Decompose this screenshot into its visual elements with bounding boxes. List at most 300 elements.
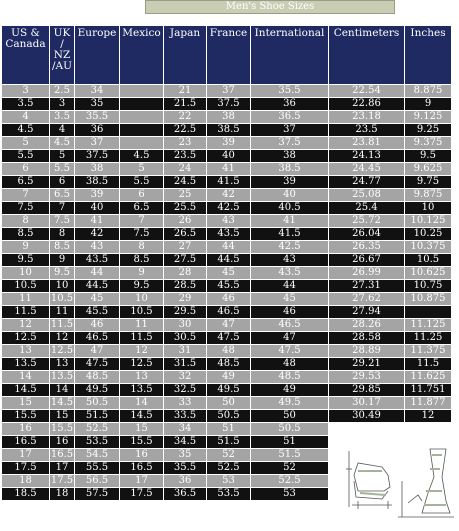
table-cell: 21.5 — [164, 98, 206, 110]
table-cell: 9.375 — [405, 137, 451, 149]
table-cell: 36 — [251, 98, 328, 110]
table-cell: 35.5 — [164, 462, 206, 474]
table-cell: 10.5 — [405, 254, 451, 266]
table-cell: 13 — [2, 345, 49, 357]
table-row — [2, 150, 451, 162]
table-cell: 11.5 — [120, 332, 163, 344]
table-cell: 14.5 — [120, 410, 163, 422]
table-row — [2, 85, 451, 97]
table-cell: 30 — [164, 319, 206, 331]
table-cell: 32.5 — [164, 384, 206, 396]
table-cell: 10 — [120, 293, 163, 305]
table-cell: 30.17 — [329, 397, 404, 409]
table-cell: 42 — [207, 189, 250, 201]
table-cell: 49.5 — [251, 397, 328, 409]
column-header-line: Mexico — [122, 27, 161, 39]
table-cell: 29.85 — [329, 384, 404, 396]
table-row — [2, 423, 451, 435]
table-cell: 5.5 — [2, 150, 49, 162]
table-cell: 5.5 — [50, 163, 74, 175]
table-cell: 51 — [207, 423, 250, 435]
table-cell: 6 — [120, 189, 163, 201]
table-cell: 52 — [207, 449, 250, 461]
table-cell: 9.125 — [405, 111, 451, 123]
column-header-1 — [2, 26, 49, 84]
table-cell: 10.125 — [405, 215, 451, 227]
table-cell: 38.5 — [207, 124, 250, 136]
column-header-4 — [120, 26, 163, 84]
table-cell: 46 — [75, 319, 119, 331]
table-cell: 36.5 — [251, 111, 328, 123]
table-cell: 6.5 — [120, 202, 163, 214]
table-cell: 27.31 — [329, 280, 404, 292]
table-cell: 23.18 — [329, 111, 404, 123]
table-cell — [120, 98, 163, 110]
table-cell: 40 — [251, 189, 328, 201]
table-cell: 46.5 — [207, 306, 250, 318]
table-cell — [120, 137, 163, 149]
table-cell: 46.5 — [251, 319, 328, 331]
column-header-7 — [251, 26, 328, 84]
table-cell: 45.5 — [207, 280, 250, 292]
column-header-line: / — [60, 38, 64, 50]
table-cell: 24.77 — [329, 176, 404, 188]
table-cell: 52.5 — [207, 462, 250, 474]
table-cell: 40.5 — [251, 202, 328, 214]
table-cell: 41.5 — [251, 228, 328, 240]
table-cell: 40 — [75, 202, 119, 214]
table-cell: 10.25 — [405, 228, 451, 240]
table-cell: 51.5 — [207, 436, 250, 448]
table-cell: 12.5 — [2, 332, 49, 344]
table-row — [2, 111, 451, 123]
table-cell: 47.5 — [207, 332, 250, 344]
table-cell: 3.5 — [50, 111, 74, 123]
table-cell: 23 — [164, 137, 206, 149]
table-cell: 7.5 — [50, 215, 74, 227]
table-cell: 40 — [207, 150, 250, 162]
table-row — [2, 163, 451, 175]
table-cell: 6 — [50, 176, 74, 188]
table-row — [2, 280, 451, 292]
table-cell: 6.5 — [2, 176, 49, 188]
table-row — [2, 371, 451, 383]
foot-measure-diagram — [338, 441, 456, 527]
table-cell: 3 — [50, 98, 74, 110]
table-cell: 29.53 — [329, 371, 404, 383]
table-row — [2, 228, 451, 240]
table-cell: 9.75 — [405, 176, 451, 188]
table-row — [2, 189, 451, 201]
table-cell: 9.5 — [120, 280, 163, 292]
table-cell: 37.5 — [75, 150, 119, 162]
table-cell: 7.5 — [2, 202, 49, 214]
table-cell: 10.625 — [405, 267, 451, 279]
table-cell: 43 — [251, 254, 328, 266]
table-row — [2, 267, 451, 279]
column-header-line: US & — [11, 27, 40, 39]
table-cell: 12 — [120, 345, 163, 357]
table-cell: 15.5 — [2, 410, 49, 422]
table-row — [2, 98, 451, 110]
table-cell: 14 — [50, 384, 74, 396]
table-row — [2, 397, 451, 409]
table-cell: 54.5 — [75, 449, 119, 461]
table-cell — [329, 423, 404, 435]
table-cell: 27.62 — [329, 293, 404, 305]
table-cell: 32 — [164, 371, 206, 383]
table-cell: 18 — [2, 475, 49, 487]
table-cell: 35.5 — [251, 85, 328, 97]
table-cell: 10.75 — [405, 280, 451, 292]
table-cell: 11.5 — [405, 358, 451, 370]
table-cell: 36.5 — [164, 488, 206, 500]
table-cell: 12.5 — [120, 358, 163, 370]
table-cell: 33.5 — [164, 410, 206, 422]
table-cell: 7 — [2, 189, 49, 201]
table-cell: 29.21 — [329, 358, 404, 370]
table-cell: 56.5 — [75, 475, 119, 487]
table-cell: 27.94 — [329, 306, 404, 318]
table-cell: 50.5 — [251, 423, 328, 435]
table-cell: 23.5 — [164, 150, 206, 162]
table-cell: 25.08 — [329, 189, 404, 201]
table-cell: 6 — [2, 163, 49, 175]
table-cell: 48 — [207, 345, 250, 357]
table-cell: 9.875 — [405, 189, 451, 201]
table-cell: 30.49 — [329, 410, 404, 422]
table-cell: 44.5 — [75, 280, 119, 292]
table-cell: 5 — [120, 163, 163, 175]
table-cell: 37 — [207, 85, 250, 97]
foot-measurement-illustration — [338, 441, 456, 527]
table-cell: 52.5 — [251, 475, 328, 487]
column-header-line: Europe — [77, 27, 117, 39]
table-cell: 26.04 — [329, 228, 404, 240]
table-cell: 42.5 — [251, 241, 328, 253]
table-cell: 28.89 — [329, 345, 404, 357]
table-cell: 12 — [2, 319, 49, 331]
table-cell: 16.5 — [50, 449, 74, 460]
table-cell: 53 — [207, 475, 250, 487]
table-cell: 42.5 — [207, 202, 250, 214]
table-cell: 39 — [75, 189, 119, 201]
table-cell: 48.5 — [207, 358, 250, 370]
table-cell: 15 — [50, 410, 74, 422]
table-cell: 9 — [2, 241, 49, 253]
table-cell: 47 — [251, 332, 328, 344]
column-header-9 — [405, 26, 451, 84]
column-header-2 — [50, 26, 74, 84]
table-cell: 42 — [75, 228, 119, 240]
table-cell: 34 — [75, 85, 119, 97]
table-cell: 18 — [50, 488, 74, 500]
table-cell: 11 — [50, 306, 74, 318]
table-cell: 11.375 — [405, 345, 451, 357]
table-cell: 8.5 — [2, 228, 49, 240]
table-cell: 45 — [75, 293, 119, 305]
table-cell: 13.5 — [2, 358, 49, 370]
table-cell: 17.5 — [2, 462, 49, 474]
table-cell: 28.5 — [164, 280, 206, 292]
column-header-line: France — [209, 27, 248, 39]
table-row — [2, 345, 451, 357]
column-header-line: Centimeters — [333, 27, 400, 39]
table-row — [2, 332, 451, 344]
column-header-line: UK — [53, 27, 71, 39]
table-cell: 41.5 — [207, 176, 250, 188]
table-cell — [120, 124, 163, 136]
table-cell: 13 — [120, 371, 163, 383]
table-cell: 47 — [207, 319, 250, 331]
table-cell: 46 — [207, 293, 250, 305]
table-cell: 9.5 — [2, 254, 49, 266]
table-cell: 34 — [164, 423, 206, 435]
table-cell: 38.5 — [251, 163, 328, 175]
table-cell: 24.13 — [329, 150, 404, 162]
table-cell: 29 — [164, 293, 206, 305]
table-cell: 47.5 — [251, 345, 328, 357]
table-cell: 43 — [75, 241, 119, 253]
table-cell: 24.45 — [329, 163, 404, 175]
table-row — [2, 137, 451, 149]
table-cell: 43.5 — [251, 267, 328, 279]
table-cell: 27 — [164, 241, 206, 253]
table-cell: 16.5 — [2, 436, 49, 448]
table-cell: 49.5 — [207, 384, 250, 396]
table-row — [2, 215, 451, 227]
table-cell: 25 — [164, 189, 206, 201]
table-cell: 28.26 — [329, 319, 404, 331]
table-cell: 14 — [120, 397, 163, 409]
table-row — [2, 306, 451, 318]
table-cell — [405, 306, 451, 318]
table-cell: 38 — [207, 111, 250, 123]
table-row — [2, 384, 451, 396]
table-cell: 4.5 — [120, 150, 163, 162]
column-header-line: /AU — [52, 60, 72, 72]
table-row — [2, 176, 451, 188]
table-cell: 43.5 — [207, 228, 250, 240]
table-cell — [120, 111, 163, 123]
shoe-size-table — [1, 25, 452, 501]
table-cell: 2.5 — [50, 85, 74, 97]
table-cell: 17 — [50, 462, 74, 474]
table-cell: 26.35 — [329, 241, 404, 253]
table-cell: 41 — [251, 215, 328, 227]
table-cell: 7 — [50, 202, 74, 214]
table-cell: 7 — [120, 215, 163, 227]
table-cell: 39 — [207, 137, 250, 149]
table-cell: 22.54 — [329, 85, 404, 97]
table-cell: 53 — [251, 488, 328, 500]
table-cell: 53.5 — [207, 488, 250, 500]
table-cell: 3.5 — [2, 98, 49, 110]
table-cell: 4 — [2, 111, 49, 123]
table-row — [2, 319, 451, 331]
table-cell: 17 — [120, 475, 163, 487]
table-cell: 15 — [2, 397, 49, 409]
table-cell: 23.5 — [329, 124, 404, 136]
table-cell: 52.5 — [75, 423, 119, 435]
table-cell: 11.751 — [405, 384, 451, 396]
table-cell: 55.5 — [75, 462, 119, 474]
table-cell: 24 — [164, 163, 206, 175]
table-cell: 9.625 — [405, 163, 451, 175]
table-cell: 28 — [164, 267, 206, 279]
table-cell: 36 — [164, 475, 206, 487]
table-cell: 12 — [405, 410, 451, 422]
column-header-line: NZ — [53, 49, 71, 61]
table-cell: 15 — [120, 423, 163, 435]
table-cell: 44 — [207, 241, 250, 253]
table-row — [2, 124, 451, 136]
table-cell: 31 — [164, 345, 206, 357]
table-cell: 37.5 — [251, 137, 328, 149]
table-cell: 22.86 — [329, 98, 404, 110]
table-cell — [405, 423, 451, 435]
table-row — [2, 410, 451, 422]
column-header-5 — [164, 26, 206, 84]
table-cell: 11.877 — [405, 397, 451, 409]
table-row — [2, 293, 451, 305]
table-cell: 37.5 — [207, 98, 250, 110]
table-cell: 46.5 — [75, 332, 119, 344]
table-cell: 51 — [251, 436, 328, 448]
column-header-8 — [329, 26, 404, 84]
table-cell: 50.5 — [75, 397, 119, 409]
table-cell: 45 — [207, 267, 250, 279]
table-cell: 52 — [251, 462, 328, 474]
table-cell: 13 — [50, 358, 74, 370]
table-cell: 35 — [75, 98, 119, 110]
table-cell: 33 — [164, 397, 206, 409]
table-cell: 43.5 — [75, 254, 119, 266]
header-row — [2, 26, 451, 84]
table-cell: 9 — [120, 267, 163, 279]
table-cell: 10.375 — [405, 241, 451, 253]
table-cell: 45 — [251, 293, 328, 305]
table-cell: 37 — [251, 124, 328, 136]
table-cell: 41 — [207, 163, 250, 175]
table-cell: 51.5 — [75, 410, 119, 422]
table-cell: 46 — [251, 306, 328, 318]
table-cell: 6.5 — [50, 189, 74, 201]
table-cell: 17 — [2, 449, 49, 461]
table-cell: 8 — [50, 228, 74, 240]
table-cell: 50.5 — [207, 410, 250, 422]
table-cell: 25.5 — [164, 202, 206, 214]
table-cell: 50 — [251, 410, 328, 422]
table-body — [2, 85, 451, 500]
table-cell: 18.5 — [2, 488, 49, 500]
table-cell: 14.5 — [50, 397, 74, 408]
table-cell: 39 — [251, 176, 328, 188]
table-cell: 35 — [164, 449, 206, 461]
table-cell: 44 — [251, 280, 328, 292]
table-cell: 16 — [120, 449, 163, 461]
column-header-line: Inches — [410, 27, 446, 39]
table-cell: 48.5 — [75, 371, 119, 383]
table-cell: 11 — [2, 293, 49, 305]
table-cell: 25.4 — [329, 202, 404, 214]
table-row — [2, 358, 451, 370]
table-row — [2, 202, 451, 214]
table-cell: 31.5 — [164, 358, 206, 370]
table-cell: 14.5 — [2, 384, 49, 396]
column-header-line: International — [254, 27, 325, 39]
table-cell: 10 — [2, 267, 49, 279]
table-cell: 51.5 — [251, 449, 328, 461]
table-cell: 8 — [2, 215, 49, 227]
table-cell: 38 — [75, 163, 119, 175]
table-cell: 8.5 — [50, 241, 74, 253]
table-cell: 26.67 — [329, 254, 404, 266]
table-cell: 8.5 — [120, 254, 163, 266]
table-cell: 9.5 — [50, 267, 74, 279]
table-cell: 10 — [50, 280, 74, 292]
table-cell: 21 — [164, 85, 206, 97]
table-cell: 36 — [75, 124, 119, 136]
table-cell: 10.5 — [50, 293, 74, 304]
table-cell: 5.5 — [120, 176, 163, 188]
table-cell: 47 — [75, 345, 119, 357]
table-cell: 57.5 — [75, 488, 119, 500]
table-cell — [120, 85, 163, 97]
table-cell: 37 — [75, 137, 119, 149]
table-cell: 5 — [50, 150, 74, 162]
table-cell: 7.5 — [120, 228, 163, 240]
table-cell: 49 — [207, 371, 250, 383]
table-cell: 11 — [120, 319, 163, 331]
table-cell: 28.58 — [329, 332, 404, 344]
table-cell: 16 — [2, 423, 49, 435]
table-cell: 3 — [2, 85, 49, 97]
table-cell: 30.5 — [164, 332, 206, 344]
table-cell: 26.99 — [329, 267, 404, 279]
table-cell: 24.5 — [164, 176, 206, 188]
table-cell: 5 — [2, 137, 49, 149]
column-header-3 — [75, 26, 119, 84]
table-cell: 53.5 — [75, 436, 119, 448]
table-cell: 4 — [50, 124, 74, 136]
table-cell: 10.5 — [2, 280, 49, 292]
table-cell: 11.5 — [50, 319, 74, 330]
table-cell: 43 — [207, 215, 250, 227]
table-cell: 9 — [50, 254, 74, 266]
table-cell: 41 — [75, 215, 119, 227]
table-cell: 48 — [251, 358, 328, 370]
table-cell: 22.5 — [164, 124, 206, 136]
table-cell: 45.5 — [75, 306, 119, 318]
column-header-line: Canada — [5, 38, 46, 50]
table-cell: 12 — [50, 332, 74, 344]
table-cell: 9.5 — [405, 150, 451, 162]
table-cell: 26.5 — [164, 228, 206, 240]
table-cell: 49.5 — [75, 384, 119, 396]
table-cell: 29.5 — [164, 306, 206, 318]
column-header-6 — [207, 26, 250, 84]
table-cell: 11.125 — [405, 319, 451, 331]
table-cell: 23.81 — [329, 137, 404, 149]
table-cell: 8.875 — [405, 85, 451, 97]
table-cell: 35.5 — [75, 111, 119, 123]
table-cell: 10 — [405, 202, 451, 214]
table-cell: 13.5 — [120, 384, 163, 396]
table-cell: 8 — [120, 241, 163, 253]
table-cell: 16.5 — [120, 462, 163, 474]
table-row — [2, 241, 451, 253]
